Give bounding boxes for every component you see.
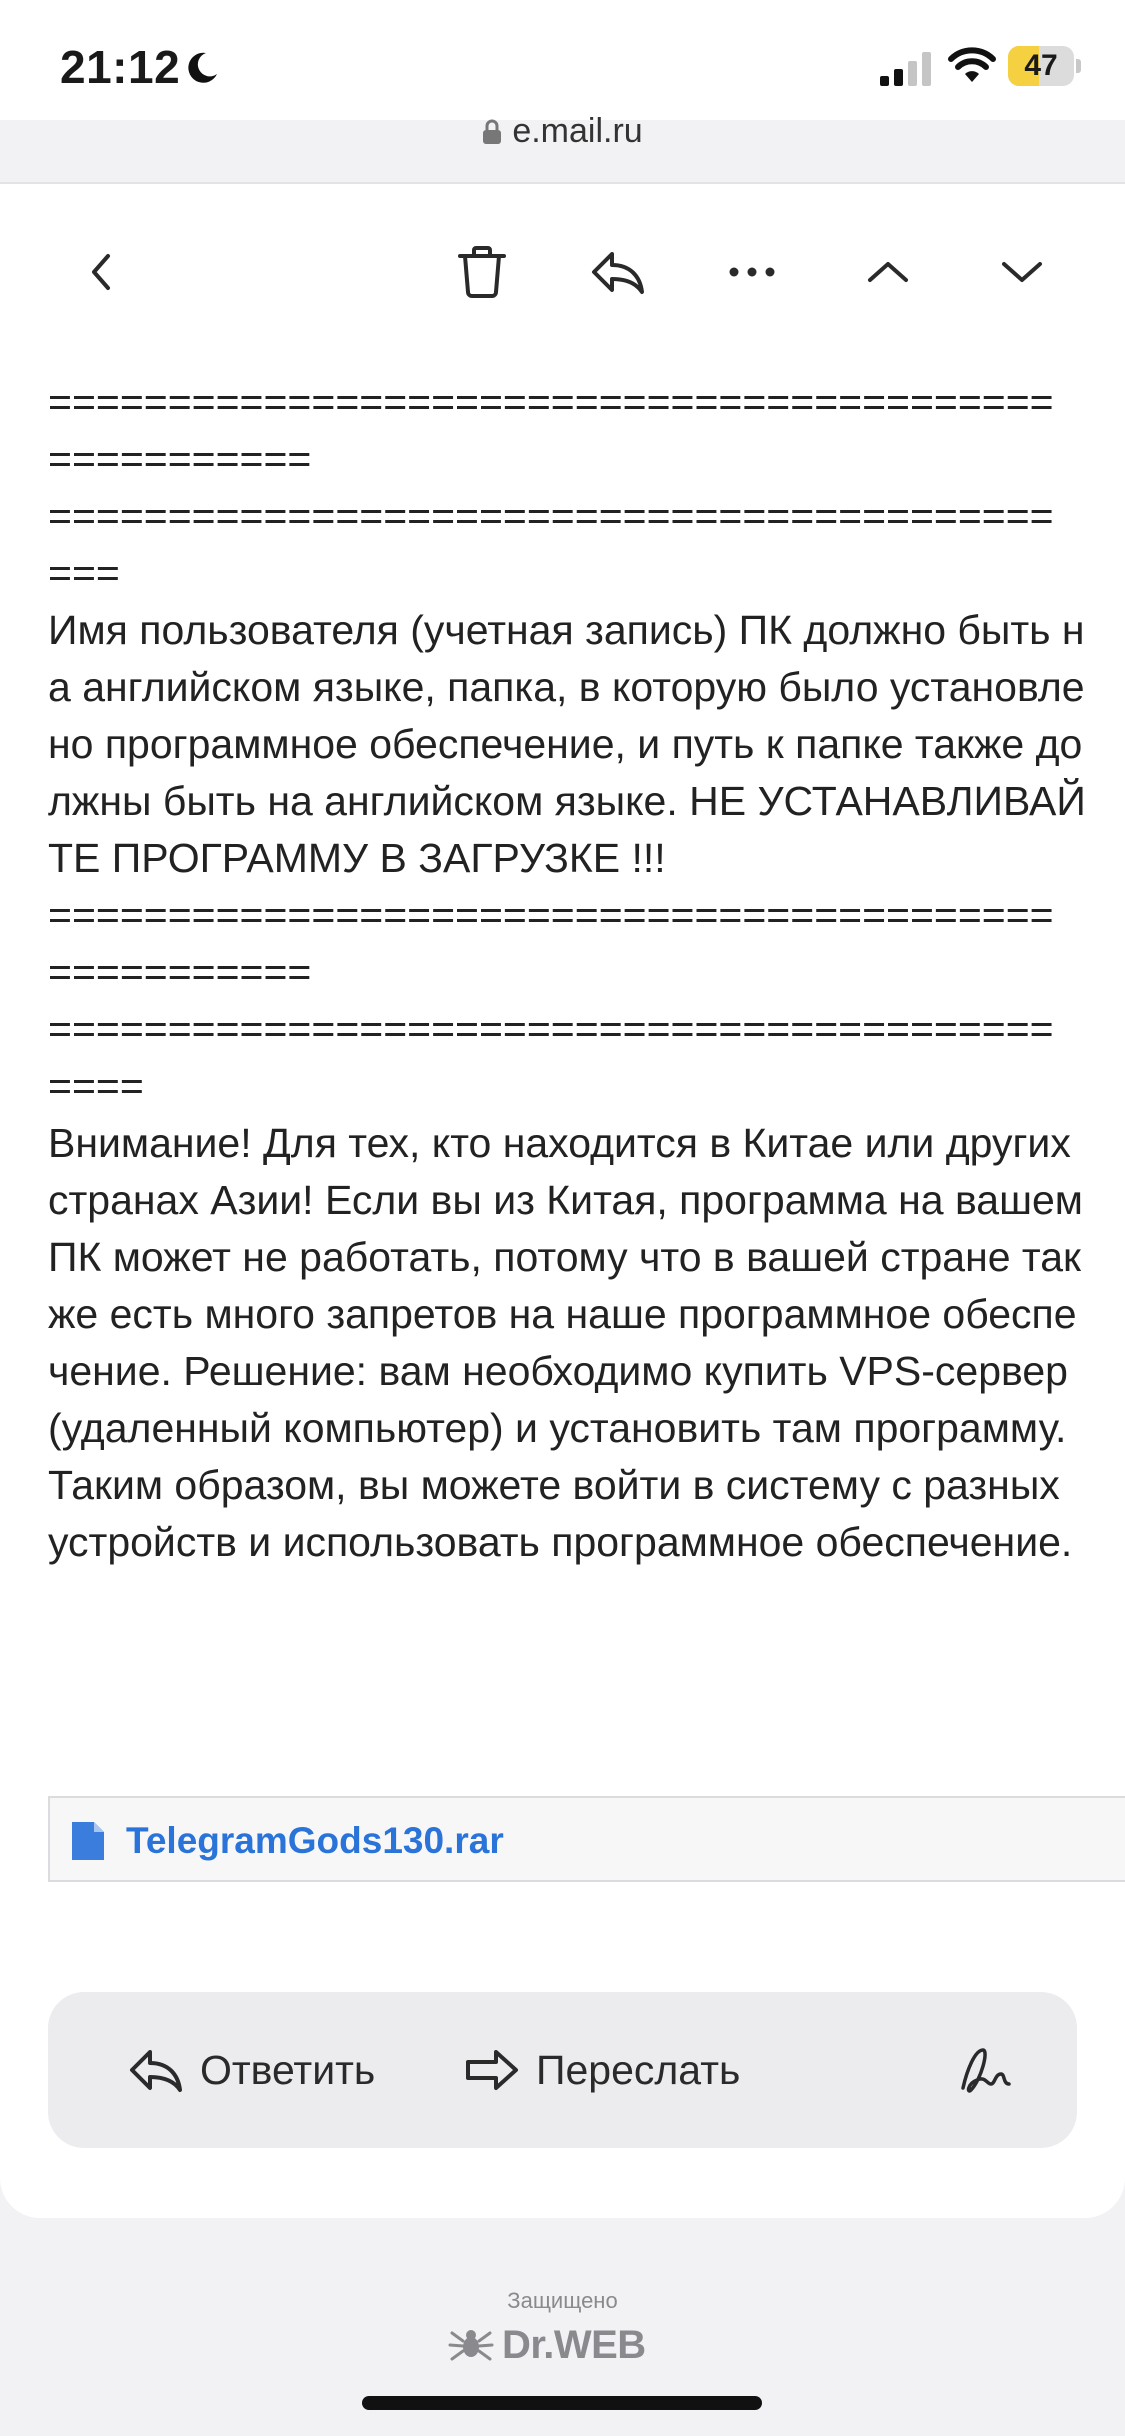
file-icon	[70, 1820, 106, 1862]
message-toolbar	[0, 184, 1125, 354]
trash-icon	[456, 244, 508, 300]
next-message-button[interactable]	[982, 232, 1062, 312]
home-indicator[interactable]	[362, 2396, 762, 2410]
attachment-name[interactable]: TelegramGods130.rar	[126, 1820, 504, 1861]
url-text: e.mail.ru	[512, 112, 643, 150]
chevron-down-icon	[998, 256, 1046, 288]
signal-icon	[878, 50, 934, 86]
forward-label: Переслать	[536, 2046, 741, 2093]
lock-icon	[482, 119, 502, 145]
attachment[interactable]	[48, 1796, 1125, 1882]
battery-level: 47	[1024, 49, 1058, 82]
reply-icon	[128, 2046, 184, 2094]
message-card	[0, 184, 1125, 2218]
status-bar	[0, 0, 1125, 150]
reply-button[interactable]	[578, 232, 658, 312]
previous-message-button[interactable]	[848, 232, 928, 312]
reply-label: Ответить	[200, 2046, 376, 2093]
spider-icon	[448, 2325, 494, 2365]
protected-label: Защищено	[507, 2288, 618, 2313]
more-icon	[728, 266, 776, 278]
reply-icon	[590, 248, 646, 296]
signature-icon[interactable]	[957, 2040, 1017, 2100]
chevron-up-icon	[864, 256, 912, 288]
forward-icon	[464, 2046, 520, 2094]
drweb-logo	[448, 2320, 680, 2370]
message-body: ========================================== =========== ========================================== === Имя пользователя (учетная запись) ПК должно быть на английском языке, папка, в которую было установлено программное обеспечение, и путь к папке также должны быть на английском языке. НЕ УСТАНАВЛИВАЙТЕ ПРОГРАММУ В ЗАГРУЗКЕ !!! ========================================== =========== ========================================== ==== Внимание! Для тех, кто находится в Китае или других странах Азии! Если вы из Китая, программа на вашем ПК может не работать, потому что в вашей стране также есть много запретов на наше программное обеспечение. Решение: вам необходимо купить VPS-сервер (удаленный компьютер) и установить там программу. Таким образом, вы можете войти в систему с разных устройств и использовать программное обеспечение.	[48, 379, 1086, 1565]
back-button[interactable]	[62, 232, 142, 312]
moon-icon	[184, 50, 220, 86]
wifi-icon	[948, 46, 996, 86]
forward-action-button[interactable]	[464, 1992, 740, 2148]
battery-indicator	[1008, 46, 1080, 86]
delete-button[interactable]	[442, 232, 522, 312]
action-bar	[48, 1992, 1077, 2148]
chevron-left-icon	[82, 248, 122, 296]
more-button[interactable]	[712, 232, 792, 312]
drweb-brand: Dr.WEB	[502, 2322, 646, 2367]
status-time: 21:12	[60, 41, 181, 93]
reply-action-button[interactable]	[128, 1992, 375, 2148]
url-bar[interactable]	[0, 112, 1125, 151]
